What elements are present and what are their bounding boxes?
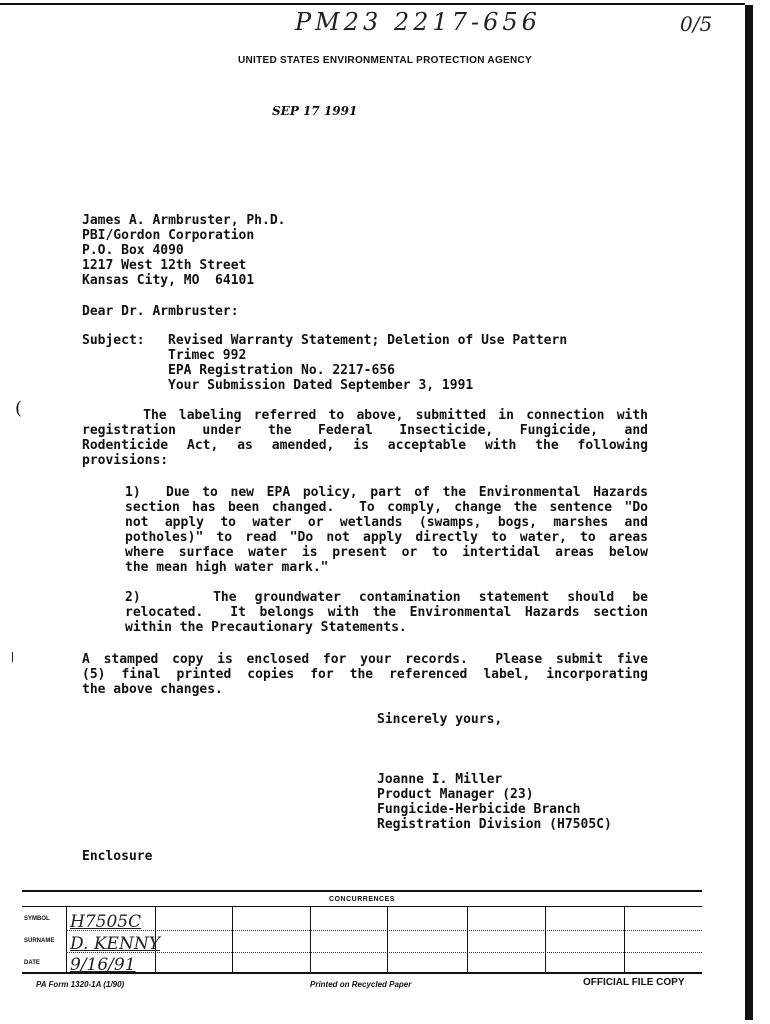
column-divider — [624, 906, 625, 972]
paragraph-line: Rodenticide Act, as amended, is acceptable with the following — [82, 438, 648, 453]
provision-line: relocated. It belongs with the Environmental Hazards section — [125, 605, 648, 620]
column-divider — [232, 906, 233, 972]
subject-line: Revised Warranty Statement; Deletion of Use Pattern — [168, 333, 568, 348]
provision-line: where surface water is present or to intertidal areas below — [125, 545, 648, 560]
handwritten-corner-mark: 0/5 — [680, 12, 713, 36]
address-block — [82, 213, 286, 288]
form-top-rule — [22, 890, 702, 892]
handwritten-file-number: PM23 2217-656 — [295, 8, 541, 36]
provision-2 — [125, 590, 648, 635]
paragraph-line: A stamped copy is enclosed for your records. Please submit five — [82, 652, 648, 667]
official-file-copy: OFFICIAL FILE COPY — [583, 977, 685, 988]
paragraph-line: the above changes. — [82, 682, 223, 697]
signoff: Sincerely yours, — [377, 712, 503, 727]
provision-line: the mean high water mark." — [125, 560, 329, 575]
concurrences-title: CONCURRENCES — [329, 896, 395, 903]
provision-line: within the Precautionary Statements. — [125, 620, 407, 635]
salutation: Dear Dr. Armbruster: — [82, 304, 239, 319]
surname-entry: D. KENNY — [70, 934, 160, 954]
row-dotted-line — [66, 952, 702, 953]
address-line: PBI/Gordon Corporation — [82, 228, 255, 243]
signature-line: Registration Division (H7505C) — [377, 817, 612, 832]
subject-line: EPA Registration No. 2217-656 — [168, 363, 395, 378]
paragraph-line: registration under the Federal Insecticide, Fungicide, and — [82, 423, 648, 438]
signature-line: Product Manager (23) — [377, 787, 534, 802]
signature-line: Joanne I. Miller — [377, 772, 503, 787]
row-label-symbol: SYMBOL — [24, 916, 50, 922]
address-line: 1217 West 12th Street — [82, 258, 247, 273]
enclosure-note: Enclosure — [82, 849, 153, 864]
paragraph-line: provisions: — [82, 453, 169, 468]
column-divider — [467, 906, 468, 972]
address-line: P.O. Box 4090 — [82, 243, 184, 258]
paragraph-line: The labeling referred to above, submitted in connection with — [82, 408, 648, 423]
provision-line: 1) Due to new EPA policy, part of the Environmental Hazards — [125, 485, 648, 500]
subject-label: Subject: — [82, 333, 145, 348]
provision-line: 2) The groundwater contamination statement should be — [125, 590, 648, 605]
agency-heading: UNITED STATES ENVIRONMENTAL PROTECTION AGENCY — [237, 55, 533, 66]
provision-line: section has been changed. To comply, change the sentence "Do — [125, 500, 648, 515]
provision-line: potholes)" to read "Do not apply directly to water, to areas — [125, 530, 648, 545]
subject-line: Your Submission Dated September 3, 1991 — [168, 378, 474, 393]
signature-line: Fungicide-Herbicide Branch — [377, 802, 581, 817]
top-border-line — [0, 3, 745, 5]
closing-paragraph — [82, 652, 648, 697]
row-label-date: DATE — [24, 960, 40, 966]
symbol-entry: H7505C — [70, 912, 142, 932]
date-entry: 9/16/91 — [70, 955, 136, 975]
row-label-surname: SURNAME — [24, 938, 55, 944]
column-divider — [310, 906, 311, 972]
margin-mark: ( — [15, 398, 23, 419]
paragraph-line: (5) final printed copies for the referenced label, incorporating — [82, 667, 648, 682]
column-divider — [66, 906, 67, 972]
signature-block — [377, 772, 612, 832]
address-line: James A. Armbruster, Ph.D. — [82, 213, 286, 228]
form-header-rule — [22, 906, 702, 907]
right-edge-bar — [745, 5, 753, 1020]
intro-paragraph — [82, 408, 648, 468]
form-number: PA Form 1320-1A (1/90) — [36, 980, 125, 989]
row-dotted-line — [66, 930, 702, 931]
column-divider — [387, 906, 388, 972]
margin-tick — [12, 652, 13, 662]
address-line: Kansas City, MO 64101 — [82, 273, 255, 288]
provision-line: not apply to water or wetlands (swamps, bogs, marshes and — [125, 515, 648, 530]
provision-1 — [125, 485, 648, 575]
recycled-paper-note: Printed on Recycled Paper — [310, 980, 412, 989]
date-stamp: SEP 17 1991 — [272, 104, 358, 118]
subject-line: Trimec 992 — [168, 348, 247, 363]
column-divider — [545, 906, 546, 972]
